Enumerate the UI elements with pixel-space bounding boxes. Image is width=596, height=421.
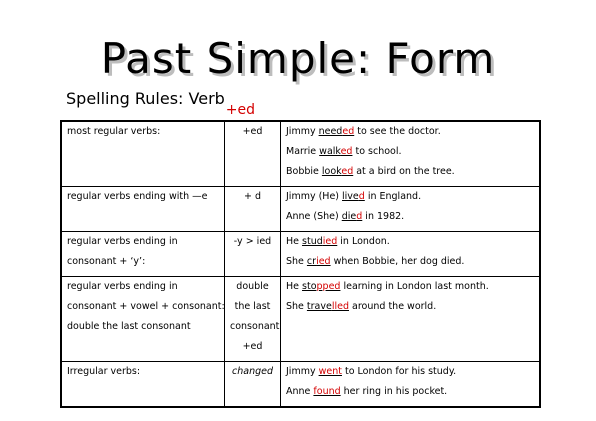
rule-text: regular verbs ending in [67,281,178,292]
example-sentence [286,256,534,276]
table-row [61,187,540,232]
spelling-rules-table [60,120,541,408]
subtitle [66,89,256,118]
verb-stem: look [321,166,342,177]
sentence-text: Bobbie [286,166,322,177]
sentence-text: Jimmy [286,366,319,377]
verb-stem: live [342,191,359,202]
sentence-text: her ring in his pocket. [340,386,448,397]
examples-cell [281,187,541,232]
verb-stem: die [341,211,357,222]
form-text: double [236,281,269,292]
sentence-text: when Bobbie, her dog died. [330,256,465,267]
rule-cell [61,362,225,408]
sentence-text: He [286,281,303,292]
sentence-text: She [286,256,307,267]
table-row [61,121,540,187]
page-title: Past Simple: Form [100,34,496,83]
examples-cell [281,121,541,187]
verb-ending: d [356,211,363,222]
sentence-text: in London. [337,236,390,247]
sentence-text: at a bird on the tree. [353,166,455,177]
rule-text: consonant + vowel + consonant: [67,301,225,312]
verb-ending: ed [340,146,353,157]
example-sentence [286,386,534,406]
form-cell [225,277,281,362]
form-cell [225,121,281,187]
verb-ending: pped [316,281,341,292]
sentence-text: to school. [352,146,402,157]
form-cell [225,187,281,232]
sentence-text: Marrie [286,146,320,157]
verb-ending: lled [331,301,349,312]
examples-cell [281,232,541,277]
form-text: +ed [242,126,263,137]
rule-text: most regular verbs: [67,126,161,137]
sentence-text: Jimmy (He) [286,191,343,202]
table-row [61,362,540,408]
sentence-text: learning in London last month. [340,281,489,292]
example-sentence [286,366,534,386]
subtitle-suffix: +ed [225,102,256,118]
sentence-text: to London for his study. [341,366,457,377]
verb-stem: need [318,126,343,137]
form-text: the last [234,301,271,312]
sentence-text: Jimmy [286,126,319,137]
table-row [61,232,540,277]
verb-ending: ed [341,166,354,177]
sentence-text: to see the doctor. [354,126,441,137]
sentence-text: in England. [364,191,422,202]
form-text: + d [243,191,261,202]
form-cell [225,232,281,277]
rule-text: Irregular verbs: [67,366,141,377]
rule-text: double the last consonant [67,321,191,332]
form-text: changed [232,366,273,377]
example-sentence [286,236,534,256]
verb-ending: went [318,366,342,377]
example-sentence [286,211,534,231]
example-sentence [286,191,534,211]
subtitle-text: Spelling Rules: Verb [66,89,225,108]
rule-text: regular verbs ending with —e [67,191,208,202]
verb-ending: d [358,191,365,202]
sentence-text: Anne (She) [286,211,342,222]
verb-ending: ied [316,256,331,267]
verb-stem: stud [302,236,323,247]
rule-text: regular verbs ending in [67,236,178,247]
example-sentence [286,301,534,321]
sentence-text: She [286,301,307,312]
example-sentence [286,281,534,301]
example-sentence [286,146,534,166]
rule-cell [61,121,225,187]
rule-text: consonant + ‘y’: [67,256,146,267]
verb-stem: cr [306,256,317,267]
sentence-text: in 1982. [362,211,405,222]
table-row [61,277,540,362]
sentence-text: around the world. [349,301,437,312]
form-cell [225,362,281,408]
verb-ending: ied [322,236,338,247]
example-sentence [286,126,534,146]
rule-cell [61,187,225,232]
examples-cell [281,277,541,362]
verb-stem: sto [302,281,317,292]
rule-cell [61,232,225,277]
rule-cell [61,277,225,362]
verb-ending: ed [342,126,355,137]
verb-stem: trave [306,301,332,312]
verb-ending: found [313,386,341,397]
sentence-text: Anne [286,386,314,397]
form-text: -y > ied [233,236,272,247]
verb-stem: walk [319,146,341,157]
form-text: consonant [230,321,280,332]
form-text: +ed [242,341,263,352]
examples-cell [281,362,541,408]
example-sentence [286,166,534,186]
sentence-text: He [286,236,303,247]
